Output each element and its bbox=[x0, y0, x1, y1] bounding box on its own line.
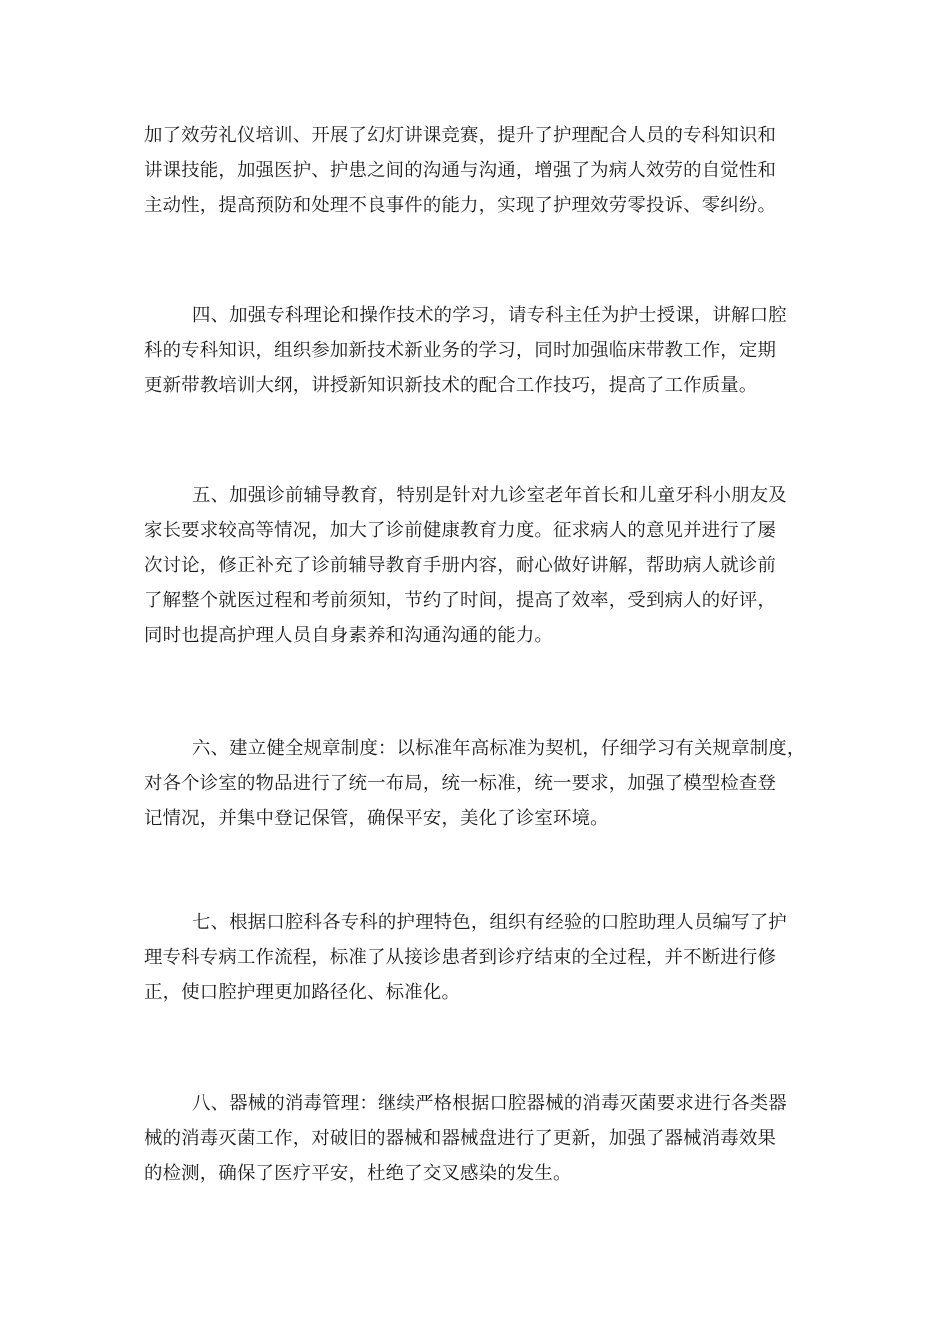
paragraph-line: 七、根据口腔科各专科的护理特色，组织有经验的口腔助理人员编写了护 bbox=[192, 912, 787, 933]
paragraph-line: 加了效劳礼仪培训、开展了幻灯讲课竞赛，提升了护理配合人员的专科知识和 bbox=[144, 125, 777, 146]
paragraph-line: 主动性，提高预防和处理不良事件的能力，实现了护理效劳零投诉、零纠纷。 bbox=[144, 195, 777, 216]
paragraph-line: 四、加强专科理论和操作技术的学习，请专科主任为护士授课，讲解口腔 bbox=[192, 305, 787, 326]
paragraph-line: 讲课技能，加强医护、护患之间的沟通与沟通，增强了为病人效劳的自觉性和 bbox=[144, 160, 777, 181]
paragraph-line: 的检测，确保了医疗平安，杜绝了交叉感染的发生。 bbox=[144, 1163, 572, 1184]
paragraph-section-eight bbox=[144, 1086, 814, 1191]
paragraph-section-four bbox=[144, 298, 814, 403]
paragraph-line: 五、加强诊前辅导教育，特别是针对九诊室老年首长和儿童牙科小朋友及 bbox=[192, 485, 787, 506]
paragraph-line: 八、器械的消毒管理：继续严格根据口腔器械的消毒灭菌要求进行各类器 bbox=[192, 1093, 787, 1114]
paragraph-line: 正，使口腔护理更加路径化、标准化。 bbox=[144, 982, 461, 1003]
paragraph-section-seven bbox=[144, 905, 814, 1010]
paragraph-line: 对各个诊室的物品进行了统一布局，统一标准，统一要求，加强了模型检查登 bbox=[144, 773, 777, 794]
paragraph-line: 理专科专病工作流程，标准了从接诊患者到诊疗结束的全过程，并不断进行修 bbox=[144, 947, 777, 968]
paragraph-line: 次讨论，修正补充了诊前辅导教育手册内容，耐心做好讲解，帮助病人就诊前 bbox=[144, 555, 777, 576]
paragraph-line: 家长要求较高等情况，加大了诊前健康教育力度。征求病人的意见并进行了屡 bbox=[144, 520, 777, 541]
paragraph-line: 记情况，并集中登记保管，确保平安，美化了诊室环境。 bbox=[144, 808, 609, 829]
paragraph-line: 科的专科知识，组织参加新技术新业务的学习，同时加强临床带教工作，定期 bbox=[144, 340, 777, 361]
paragraph-line: 械的消毒灭菌工作，对破旧的器械和器械盘进行了更新，加强了器械消毒效果 bbox=[144, 1128, 777, 1149]
paragraph-line: 更新带教培训大纲，讲授新知识新技术的配合工作技巧，提高了工作质量。 bbox=[144, 375, 758, 396]
paragraph-service-training bbox=[144, 118, 814, 223]
paragraph-line: 六、建立健全规章制度：以标准年高标准为契机，仔细学习有关规章制度， bbox=[192, 738, 806, 759]
paragraph-line: 同时也提高护理人员自身素养和沟通沟通的能力。 bbox=[144, 625, 553, 646]
paragraph-section-five bbox=[144, 478, 814, 653]
paragraph-line: 了解整个就医过程和考前须知，节约了时间，提高了效率，受到病人的好评， bbox=[144, 590, 777, 611]
paragraph-section-six bbox=[144, 731, 814, 836]
